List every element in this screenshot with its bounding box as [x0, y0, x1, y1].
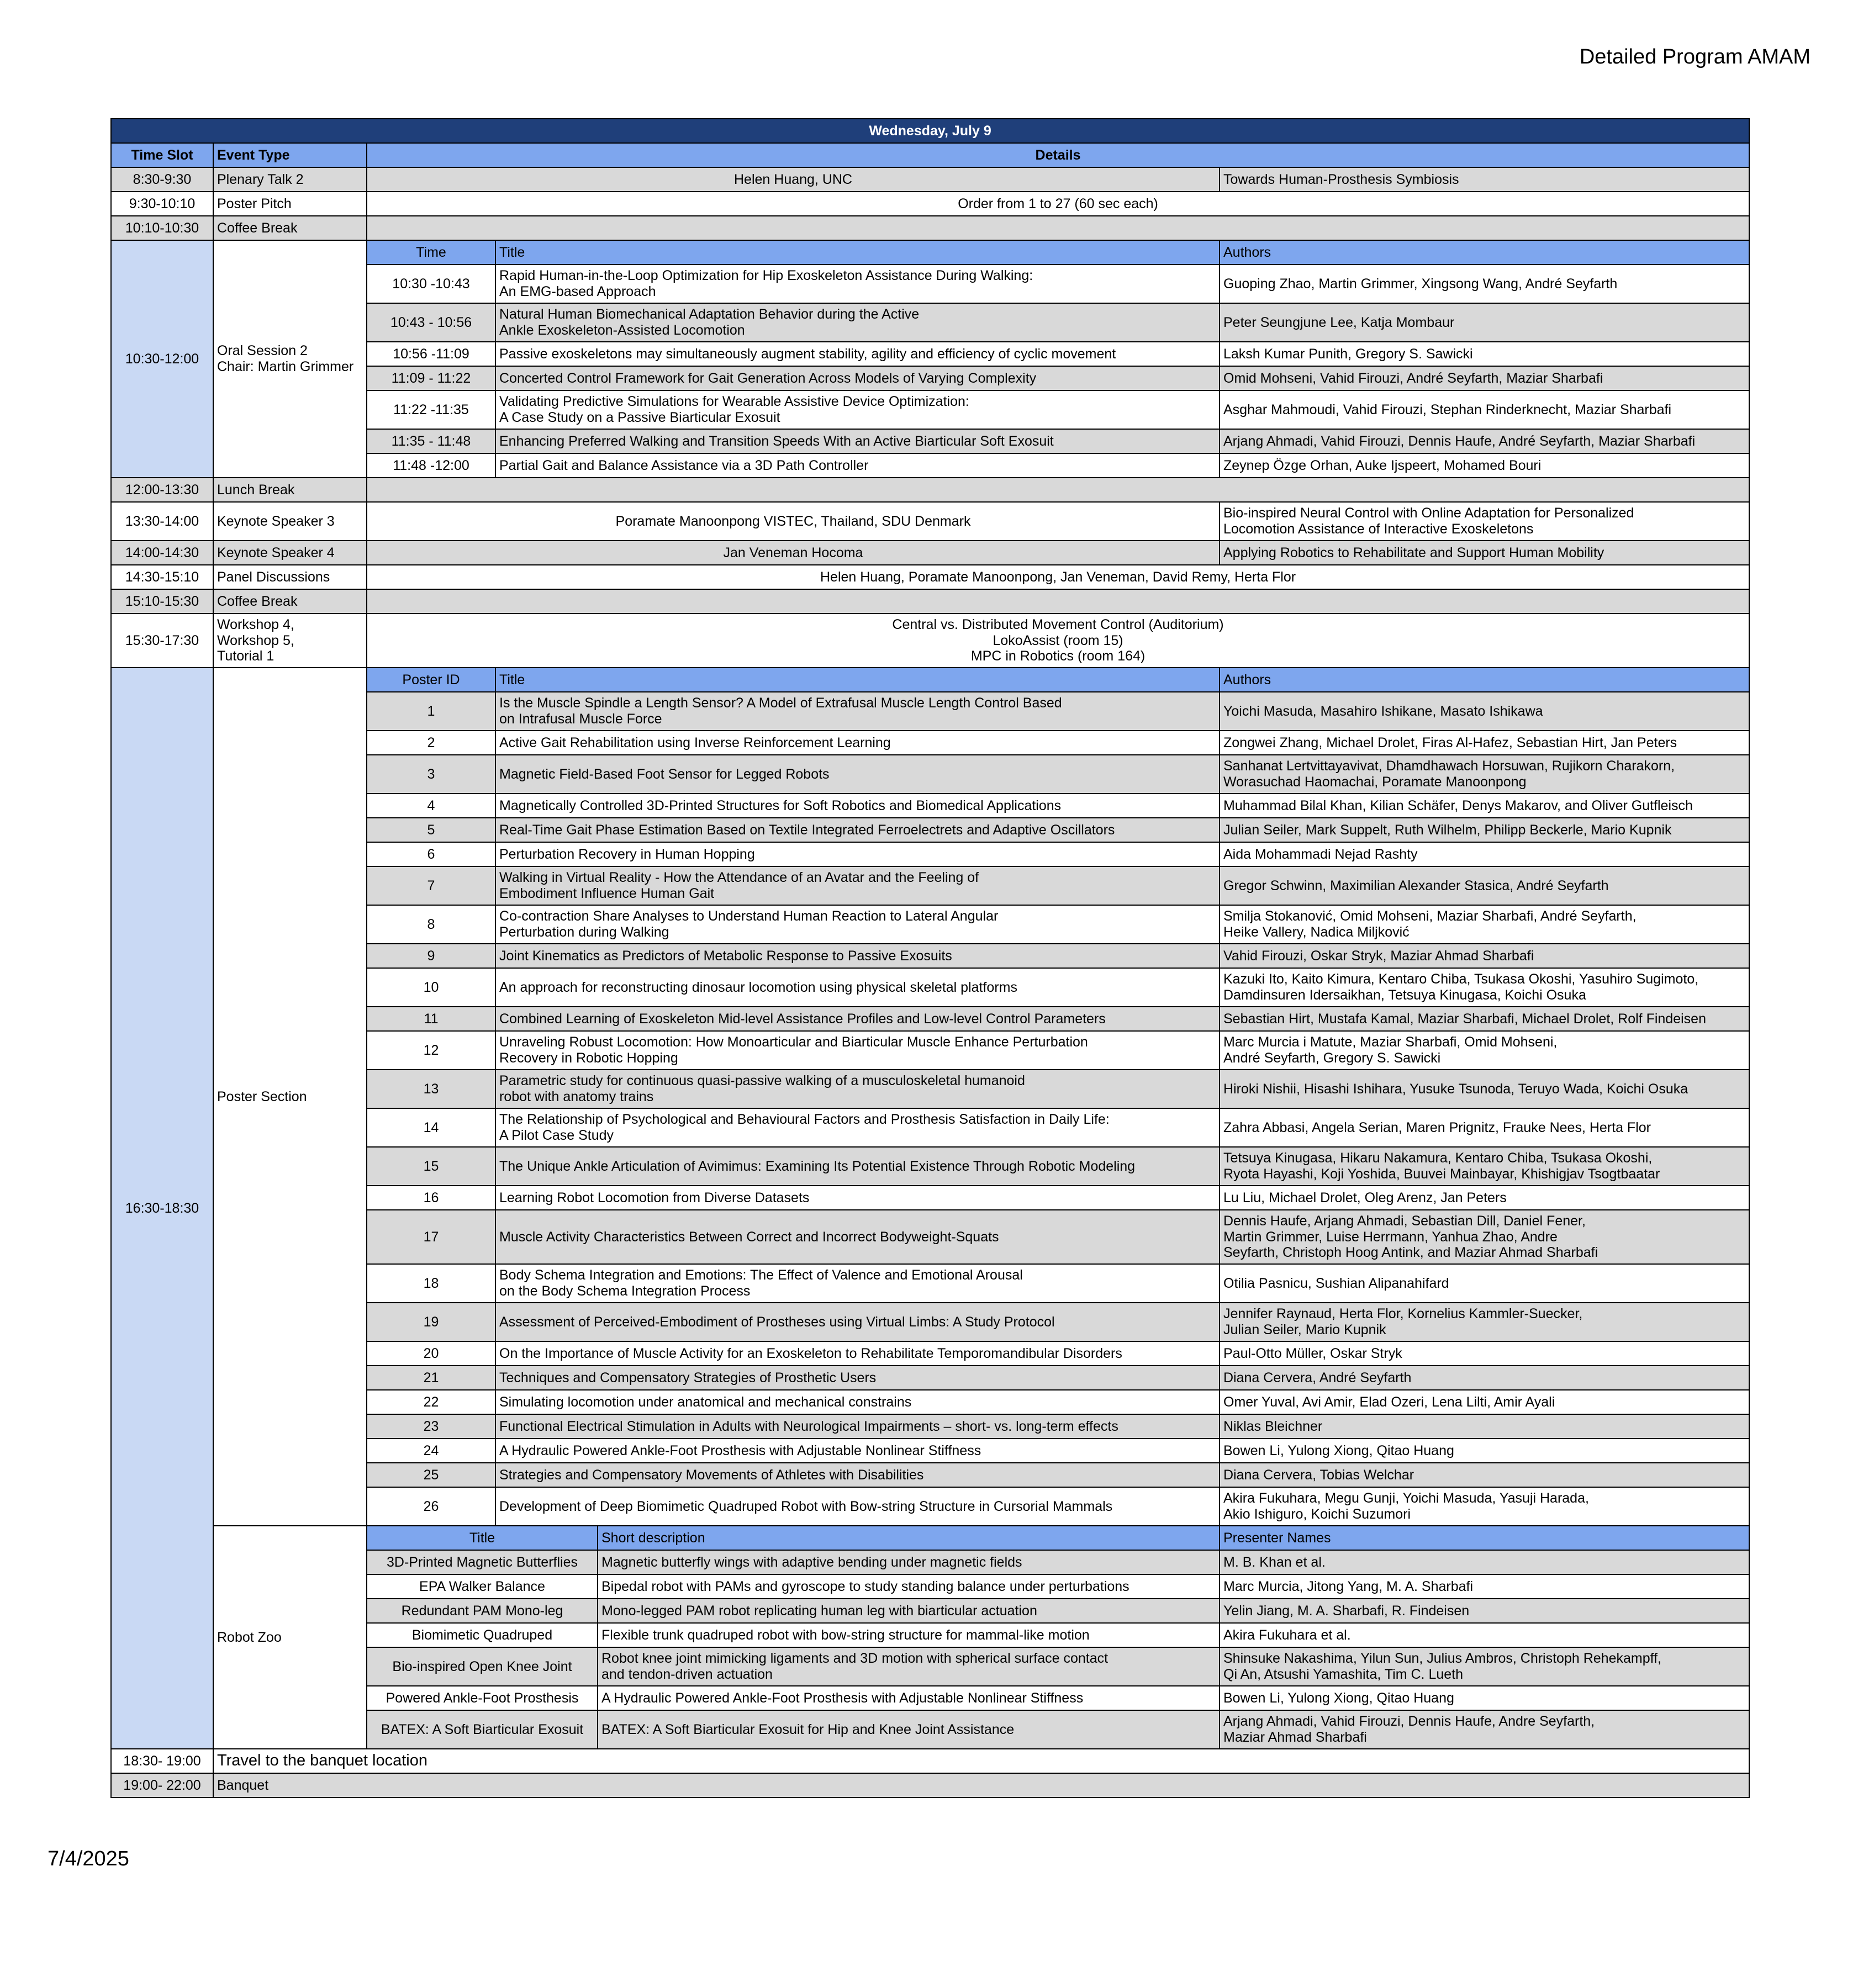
poster-id: 13: [367, 1070, 495, 1108]
talk-title: Bio-inspired Neural Control with Online Adaptation for Personalized Locomotion Assistance of Interactive Exoskeletons: [1220, 502, 1749, 541]
poster-id: 17: [367, 1210, 495, 1264]
poster-title: Magnetic Field-Based Foot Sensor for Legged Robots: [495, 755, 1220, 794]
schedule-row: [111, 589, 1749, 614]
poster-id: 5: [367, 818, 495, 842]
time-slot: 15:30-17:30: [111, 614, 213, 668]
poster-authors: Sanhanat Lertvittayavivat, Dhamdhawach Horsuwan, Rujikorn Charakorn, Worasuchad Haomachai, Poramate Manoonpong: [1220, 755, 1749, 794]
poster-id: 20: [367, 1341, 495, 1366]
talk-title: Partial Gait and Balance Assistance via a 3D Path Controller: [495, 453, 1220, 478]
poster-title: Is the Muscle Spindle a Length Sensor? A Model of Extrafusal Muscle Length Control Based on Intrafusal Muscle Force: [495, 692, 1220, 731]
schedule-row: [111, 1749, 1749, 1773]
subheader-title: Title: [367, 1526, 598, 1550]
robot-title: Powered Ankle-Foot Prosthesis: [367, 1686, 598, 1710]
poster-title: Functional Electrical Stimulation in Adults with Neurological Impairments – short- vs. long-term effects: [495, 1414, 1220, 1439]
poster-title: Techniques and Compensatory Strategies of Prosthetic Users: [495, 1366, 1220, 1390]
talk-time: 10:30 -10:43: [367, 265, 495, 303]
poster-authors: Tetsuya Kinugasa, Hikaru Nakamura, Kentaro Chiba, Tsukasa Okoshi, Ryota Hayashi, Koji Yoshida, Buuvei Mainbayar, Khishigjav Tsogtbaatar: [1220, 1147, 1749, 1186]
event-type: Keynote Speaker 4: [213, 541, 367, 565]
subheader-title: Title: [495, 668, 1220, 692]
schedule-row: [111, 565, 1749, 589]
talk-title: Natural Human Biomechanical Adaptation Behavior during the Active Ankle Exoskeleton-Assisted Locomotion: [495, 303, 1220, 342]
column-header-row: [111, 143, 1749, 167]
poster-authors: Jennifer Raynaud, Herta Flor, Kornelius Kammler-Suecker, Julian Seiler, Mario Kupnik: [1220, 1303, 1749, 1341]
poster-title: Unraveling Robust Locomotion: How Monoarticular and Biarticular Muscle Enhance Perturbation Recovery in Robotic Hopping: [495, 1031, 1220, 1070]
poster-id: 15: [367, 1147, 495, 1186]
poster-authors: Marc Murcia i Matute, Maziar Sharbafi, Omid Mohseni, André Seyfarth, Gregory S. Sawicki: [1220, 1031, 1749, 1070]
poster-authors: Gregor Schwinn, Maximilian Alexander Stasica, André Seyfarth: [1220, 866, 1749, 905]
poster-title: Walking in Virtual Reality - How the Attendance of an Avatar and the Feeling of Embodiment Influence Human Gait: [495, 866, 1220, 905]
schedule-row: [111, 614, 1749, 668]
robot-description: Magnetic butterfly wings with adaptive bending under magnetic fields: [598, 1550, 1220, 1574]
subheader-presenters: Presenter Names: [1220, 1526, 1749, 1550]
poster-title: Real-Time Gait Phase Estimation Based on Textile Integrated Ferroelectrets and Adaptive Oscillators: [495, 818, 1220, 842]
poster-title: Strategies and Compensatory Movements of Athletes with Disabilities: [495, 1463, 1220, 1487]
time-slot: 15:10-15:30: [111, 589, 213, 614]
poster-authors: Julian Seiler, Mark Suppelt, Ruth Wilhelm, Philipp Beckerle, Mario Kupnik: [1220, 818, 1749, 842]
poster-authors: Lu Liu, Michael Drolet, Oleg Arenz, Jan Peters: [1220, 1186, 1749, 1210]
talk-time: 10:56 -11:09: [367, 342, 495, 366]
poster-id: 7: [367, 866, 495, 905]
poster-title: Learning Robot Locomotion from Diverse Datasets: [495, 1186, 1220, 1210]
poster-authors: Vahid Firouzi, Oskar Stryk, Maziar Ahmad Sharbafi: [1220, 944, 1749, 968]
poster-id: 10: [367, 968, 495, 1007]
poster-id: 16: [367, 1186, 495, 1210]
robot-presenters: Akira Fukuhara et al.: [1220, 1623, 1749, 1647]
poster-title: Perturbation Recovery in Human Hopping: [495, 842, 1220, 866]
poster-title: Simulating locomotion under anatomical and mechanical constrains: [495, 1390, 1220, 1414]
event-type: Workshop 4, Workshop 5, Tutorial 1: [213, 614, 367, 668]
subheader-authors: Authors: [1220, 668, 1749, 692]
details-empty: [367, 216, 1749, 240]
speaker: Poramate Manoonpong VISTEC, Thailand, SDU Denmark: [367, 502, 1220, 541]
poster-id: 18: [367, 1264, 495, 1303]
oral-subheader-row: [111, 240, 1749, 265]
poster-title: The Relationship of Psychological and Behavioural Factors and Prosthesis Satisfaction in Daily Life: A Pilot Case Study: [495, 1108, 1220, 1147]
poster-title: Combined Learning of Exoskeleton Mid-level Assistance Profiles and Low-level Control Parameters: [495, 1007, 1220, 1031]
poster-authors: Bowen Li, Yulong Xiong, Qitao Huang: [1220, 1439, 1749, 1463]
poster-authors: Zongwei Zhang, Michael Drolet, Firas Al-Hafez, Sebastian Hirt, Jan Peters: [1220, 731, 1749, 755]
poster-title: Magnetically Controlled 3D-Printed Structures for Soft Robotics and Biomedical Applications: [495, 794, 1220, 818]
talk-time: 11:09 - 11:22: [367, 366, 495, 390]
subheader-title: Title: [495, 240, 1220, 265]
details: Helen Huang, Poramate Manoonpong, Jan Veneman, David Remy, Herta Flor: [367, 565, 1749, 589]
robot-title: Bio-inspired Open Knee Joint: [367, 1647, 598, 1686]
poster-title: Parametric study for continuous quasi-passive walking of a musculoskeletal humanoid robot with anatomy trains: [495, 1070, 1220, 1108]
talk-authors: Omid Mohseni, Vahid Firouzi, André Seyfarth, Maziar Sharbafi: [1220, 366, 1749, 390]
poster-authors: Sebastian Hirt, Mustafa Kamal, Maziar Sharbafi, Michael Drolet, Rolf Findeisen: [1220, 1007, 1749, 1031]
poster-id: 12: [367, 1031, 495, 1070]
schedule-row: [111, 541, 1749, 565]
day-title: Wednesday, July 9: [111, 119, 1749, 143]
header-time-slot: Time Slot: [111, 143, 213, 167]
poster-id: 11: [367, 1007, 495, 1031]
poster-id: 3: [367, 755, 495, 794]
poster-id: 26: [367, 1487, 495, 1526]
subheader-description: Short description: [598, 1526, 1220, 1550]
header-event-type: Event Type: [213, 143, 367, 167]
subheader-authors: Authors: [1220, 240, 1749, 265]
time-slot: 8:30-9:30: [111, 167, 213, 192]
poster-title: Joint Kinematics as Predictors of Metabolic Response to Passive Exosuits: [495, 944, 1220, 968]
subheader-poster-id: Poster ID: [367, 668, 495, 692]
robot-presenters: Yelin Jiang, M. A. Sharbafi, R. Findeisen: [1220, 1599, 1749, 1623]
poster-authors: Omer Yuval, Avi Amir, Elad Ozeri, Lena Lilti, Amir Ayali: [1220, 1390, 1749, 1414]
header-details: Details: [367, 143, 1749, 167]
poster-authors: Muhammad Bilal Khan, Kilian Schäfer, Denys Makarov, and Oliver Gutfleisch: [1220, 794, 1749, 818]
robot-title: BATEX: A Soft Biarticular Exosuit: [367, 1710, 598, 1749]
talk-authors: Arjang Ahmadi, Vahid Firouzi, Dennis Haufe, André Seyfarth, Maziar Sharbafi: [1220, 429, 1749, 453]
poster-id: 21: [367, 1366, 495, 1390]
poster-authors: Niklas Bleichner: [1220, 1414, 1749, 1439]
event-type: Coffee Break: [213, 216, 367, 240]
document-header: Detailed Program AMAM: [1579, 45, 1811, 68]
poster-authors: Zahra Abbasi, Angela Serian, Maren Prignitz, Frauke Nees, Herta Flor: [1220, 1108, 1749, 1147]
poster-id: 2: [367, 731, 495, 755]
poster-id: 24: [367, 1439, 495, 1463]
time-slot: 10:10-10:30: [111, 216, 213, 240]
talk-time: 11:35 - 11:48: [367, 429, 495, 453]
time-slot: 14:30-15:10: [111, 565, 213, 589]
poster-authors: Diana Cervera, André Seyfarth: [1220, 1366, 1749, 1390]
poster-authors: Hiroki Nishii, Hisashi Ishihara, Yusuke Tsunoda, Teruyo Wada, Koichi Osuka: [1220, 1070, 1749, 1108]
poster-title: Assessment of Perceived-Embodiment of Prostheses using Virtual Limbs: A Study Protocol: [495, 1303, 1220, 1341]
time-slot: 14:00-14:30: [111, 541, 213, 565]
time-slot: 9:30-10:10: [111, 192, 213, 216]
talk-title: Passive exoskeletons may simultaneously augment stability, agility and efficiency of cyclic movement: [495, 342, 1220, 366]
poster-authors: Paul-Otto Müller, Oskar Stryk: [1220, 1341, 1749, 1366]
poster-title: Active Gait Rehabilitation using Inverse Reinforcement Learning: [495, 731, 1220, 755]
talk-time: 10:43 - 10:56: [367, 303, 495, 342]
poster-authors: Aida Mohammadi Nejad Rashty: [1220, 842, 1749, 866]
day-header-row: [111, 119, 1749, 143]
robot-zoo-subheader-row: [111, 1526, 1749, 1550]
poster-authors: Diana Cervera, Tobias Welchar: [1220, 1463, 1749, 1487]
poster-title: Muscle Activity Characteristics Between Correct and Incorrect Bodyweight-Squats: [495, 1210, 1220, 1264]
footer-date: 7/4/2025: [47, 1847, 129, 1870]
poster-id: 8: [367, 905, 495, 944]
poster-authors: Dennis Haufe, Arjang Ahmadi, Sebastian Dill, Daniel Fener, Martin Grimmer, Luise Herrmann, Yanhua Zhao, Andre Seyfarth, Christoph Hoog Antink, and Maziar Ahmad Sharbafi: [1220, 1210, 1749, 1264]
poster-title: The Unique Ankle Articulation of Avimimus: Examining Its Potential Existence Through Robotic Modeling: [495, 1147, 1220, 1186]
details-empty: [367, 589, 1749, 614]
poster-id: 22: [367, 1390, 495, 1414]
poster-title: Development of Deep Biomimetic Quadruped Robot with Bow-string Structure in Cursorial Mammals: [495, 1487, 1220, 1526]
robot-presenters: M. B. Khan et al.: [1220, 1550, 1749, 1574]
time-slot: 12:00-13:30: [111, 478, 213, 502]
talk-authors: Zeynep Özge Orhan, Auke Ijspeert, Mohamed Bouri: [1220, 453, 1749, 478]
talk-title: Validating Predictive Simulations for Wearable Assistive Device Optimization: A Case Study on a Passive Biarticular Exosuit: [495, 390, 1220, 429]
talk-authors: Laksh Kumar Punith, Gregory S. Sawicki: [1220, 342, 1749, 366]
time-slot: 16:30-18:30: [111, 668, 213, 1749]
poster-subheader-row: [111, 668, 1749, 692]
poster-authors: Akira Fukuhara, Megu Gunji, Yoichi Masuda, Yasuji Harada, Akio Ishiguro, Koichi Suzumori: [1220, 1487, 1749, 1526]
schedule-row: [111, 502, 1749, 541]
event-type: Oral Session 2 Chair: Martin Grimmer: [213, 240, 367, 478]
event-type: Robot Zoo: [213, 1526, 367, 1749]
robot-title: 3D-Printed Magnetic Butterflies: [367, 1550, 598, 1574]
poster-id: 19: [367, 1303, 495, 1341]
robot-title: Redundant PAM Mono-leg: [367, 1599, 598, 1623]
talk-title: Rapid Human-in-the-Loop Optimization for Hip Exoskeleton Assistance During Walking: An EMG-based Approach: [495, 265, 1220, 303]
poster-id: 6: [367, 842, 495, 866]
talk-title: Applying Robotics to Rehabilitate and Support Human Mobility: [1220, 541, 1749, 565]
poster-authors: Yoichi Masuda, Masahiro Ishikane, Masato Ishikawa: [1220, 692, 1749, 731]
robot-description: Bipedal robot with PAMs and gyroscope to study standing balance under perturbations: [598, 1574, 1220, 1599]
time-slot: 18:30- 19:00: [111, 1749, 213, 1773]
schedule-row: [111, 1773, 1749, 1797]
event-type: Plenary Talk 2: [213, 167, 367, 192]
poster-id: 25: [367, 1463, 495, 1487]
talk-title: Concerted Control Framework for Gait Generation Across Models of Varying Complexity: [495, 366, 1220, 390]
robot-description: BATEX: A Soft Biarticular Exosuit for Hip and Knee Joint Assistance: [598, 1710, 1220, 1749]
schedule-row: [111, 478, 1749, 502]
poster-title: An approach for reconstructing dinosaur locomotion using physical skeletal platforms: [495, 968, 1220, 1007]
time-slot: 10:30-12:00: [111, 240, 213, 478]
poster-title: Co-contraction Share Analyses to Understand Human Reaction to Lateral Angular Perturbation during Walking: [495, 905, 1220, 944]
poster-title: A Hydraulic Powered Ankle-Foot Prosthesis with Adjustable Nonlinear Stiffness: [495, 1439, 1220, 1463]
robot-description: Robot knee joint mimicking ligaments and 3D motion with spherical surface contact and tendon-driven actuation: [598, 1647, 1220, 1686]
details-empty: [367, 478, 1749, 502]
poster-authors: Kazuki Ito, Kaito Kimura, Kentaro Chiba, Tsukasa Okoshi, Yasuhiro Sugimoto, Damdinsuren Idersaikhan, Tetsuya Kinugasa, Koichi Osuka: [1220, 968, 1749, 1007]
robot-title: EPA Walker Balance: [367, 1574, 598, 1599]
poster-title: Body Schema Integration and Emotions: The Effect of Valence and Emotional Arousal on the Body Schema Integration Process: [495, 1264, 1220, 1303]
schedule-row: [111, 167, 1749, 192]
robot-presenters: Marc Murcia, Jitong Yang, M. A. Sharbafi: [1220, 1574, 1749, 1599]
talk-title: Enhancing Preferred Walking and Transition Speeds With an Active Biarticular Soft Exosuit: [495, 429, 1220, 453]
details: Central vs. Distributed Movement Control (Auditorium) LokoAssist (room 15) MPC in Robotics (room 164): [367, 614, 1749, 668]
robot-presenters: Arjang Ahmadi, Vahid Firouzi, Dennis Haufe, Andre Seyfarth, Maziar Ahmad Sharbafi: [1220, 1710, 1749, 1749]
talk-authors: Guoping Zhao, Martin Grimmer, Xingsong Wang, André Seyfarth: [1220, 265, 1749, 303]
talk-time: 11:22 -11:35: [367, 390, 495, 429]
poster-id: 23: [367, 1414, 495, 1439]
poster-id: 1: [367, 692, 495, 731]
robot-description: Mono-legged PAM robot replicating human leg with biarticular actuation: [598, 1599, 1220, 1623]
talk-title: Towards Human-Prosthesis Symbiosis: [1220, 167, 1749, 192]
event-type: Keynote Speaker 3: [213, 502, 367, 541]
talk-authors: Asghar Mahmoudi, Vahid Firouzi, Stephan Rinderknecht, Maziar Sharbafi: [1220, 390, 1749, 429]
poster-id: 9: [367, 944, 495, 968]
speaker: Jan Veneman Hocoma: [367, 541, 1220, 565]
event-type: Coffee Break: [213, 589, 367, 614]
event-type: Poster Section: [213, 668, 367, 1526]
robot-title: Biomimetic Quadruped: [367, 1623, 598, 1647]
time-slot: 19:00- 22:00: [111, 1773, 213, 1797]
speaker: Helen Huang, UNC: [367, 167, 1220, 192]
robot-description: Flexible trunk quadruped robot with bow-string structure for mammal-like motion: [598, 1623, 1220, 1647]
schedule-row: [111, 192, 1749, 216]
poster-authors: Otilia Pasnicu, Sushian Alipanahifard: [1220, 1264, 1749, 1303]
details: Order from 1 to 27 (60 sec each): [367, 192, 1749, 216]
poster-id: 4: [367, 794, 495, 818]
robot-description: A Hydraulic Powered Ankle-Foot Prosthesis with Adjustable Nonlinear Stiffness: [598, 1686, 1220, 1710]
time-slot: 13:30-14:00: [111, 502, 213, 541]
talk-time: 11:48 -12:00: [367, 453, 495, 478]
schedule-row: [111, 216, 1749, 240]
robot-presenters: Bowen Li, Yulong Xiong, Qitao Huang: [1220, 1686, 1749, 1710]
event-type: Travel to the banquet location: [213, 1749, 1749, 1773]
subheader-time: Time: [367, 240, 495, 265]
program-table: [110, 118, 1750, 1798]
event-type: Panel Discussions: [213, 565, 367, 589]
poster-authors: Smilja Stokanović, Omid Mohseni, Maziar Sharbafi, André Seyfarth, Heike Vallery, Nadica Miljković: [1220, 905, 1749, 944]
event-type: Banquet: [213, 1773, 1749, 1797]
robot-presenters: Shinsuke Nakashima, Yilun Sun, Julius Ambros, Christoph Rehekampff, Qi An, Atsushi Yamashita, Tim C. Lueth: [1220, 1647, 1749, 1686]
event-type: Lunch Break: [213, 478, 367, 502]
poster-title: On the Importance of Muscle Activity for an Exoskeleton to Rehabilitate Temporomandibular Disorders: [495, 1341, 1220, 1366]
poster-id: 14: [367, 1108, 495, 1147]
talk-authors: Peter Seungjune Lee, Katja Mombaur: [1220, 303, 1749, 342]
event-type: Poster Pitch: [213, 192, 367, 216]
